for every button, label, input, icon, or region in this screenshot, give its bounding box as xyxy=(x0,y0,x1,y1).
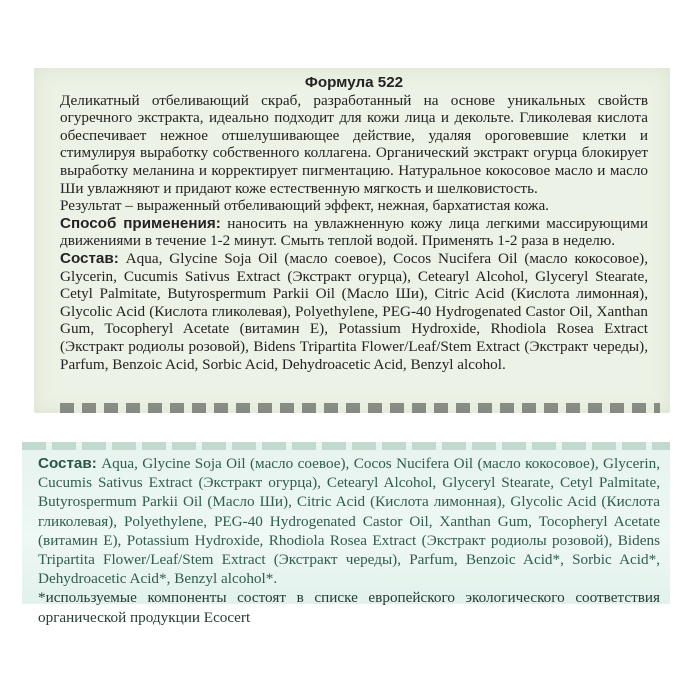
ingredients-paragraph xyxy=(60,250,648,373)
cut-off-text-line xyxy=(60,403,660,413)
product-label-top xyxy=(34,68,670,413)
cut-off-text-line xyxy=(22,442,670,450)
ingredients-paragraph xyxy=(38,454,660,588)
label-text-top xyxy=(60,74,648,373)
usage-label: Способ применения: xyxy=(60,214,221,232)
ingredients-label: Состав: xyxy=(60,249,119,267)
usage-paragraph xyxy=(60,215,648,250)
result-text: Результат – выраженный отбеливающий эффект, нежная, бархатистая кожа. xyxy=(60,197,549,215)
ingredients-label: Состав: xyxy=(38,455,97,472)
ingredients-text: Aqua, Glycine Soja Oil (масло соевое), Cocos Nucifera Oil (масло кокосовое), Glycerin, Cucumis Sativus Extract (Экстракт огурца), Cetearyl Alcohol, Glyceryl Stearate, Cetyl Palmitate, Butyrospermum Parkii Oil (Масло Ши), Citric Acid (Кислота лимонная), Glycolic Acid (Кислота гликолевая), Polyethylene, PEG-40 Hydrogenated Castor Oil, Xanthan Gum, Tocopheryl Acetate (витамин E), Potassium Hydroxide, Rhodiola Rosea Extract (Экстракт родиолы розовой), Bidens Tripartita Flower/Leaf/Stem Extract (Экстракт череды), Parfum, Benzoic Acid, Sorbic Acid, Dehydroacetic Acid, Benzyl alcohol. xyxy=(60,249,648,373)
label-text-bottom xyxy=(38,454,660,627)
product-label-bottom xyxy=(22,442,670,626)
ecocert-footnote: *используемые компоненты состоят в списке европейского экологического соответствия органической продукции Ecocert xyxy=(38,589,660,626)
product-description: Деликатный отбеливающий скраб, разработанный на основе уникальных свойств огуречного экстракта, идеально подходит для кожи лица и декольте. Гликолевая кислота обеспечивает нежное отшелушивающее действие, удаляя ороговевшие клетки и стимулируя выработку собственного коллагена. Органический экстракт огурца блокирует выработку меланина и корректирует пигментацию. Натуральное кокосовое масло и масло Ши увлажняют и придают коже естественную мягкость и шелковистость. xyxy=(60,91,648,197)
ingredients-text: Aqua, Glycine Soja Oil (масло соевое), Cocos Nucifera Oil (масло кокосовое), Glycerin, Cucumis Sativus Extract (Экстракт огурца), Cetearyl Alcohol, Glyceryl Stearate, Cetyl Palmitate, Butyrospermum Parkii Oil (Масло Ши), Citric Acid (Кислота лимонная), Glycolic Acid (Кислота гликолевая), Polyethylene, PEG-40 Hydrogenated Castor Oil, Xanthan Gum, Tocopheryl Acetate (витамин E), Potassium Hydroxide, Rhodiola Rosea Extract (Экстракт родиолы розовой), Bidens Tripartita Flower/Leaf/Stem Extract (Экстракт череды), Parfum, Benzoic Acid*, Sorbic Acid*, Dehydroacetic Acid*, Benzyl alcohol*. xyxy=(38,455,660,588)
usage-text: наносить на увлажненную кожу лица легкими массирующими движениями в течение 1-2 минут. Смыть теплой водой. Применять 1-2 раза в неделю. xyxy=(60,214,648,250)
formula-title: Формула 522 xyxy=(304,74,404,91)
